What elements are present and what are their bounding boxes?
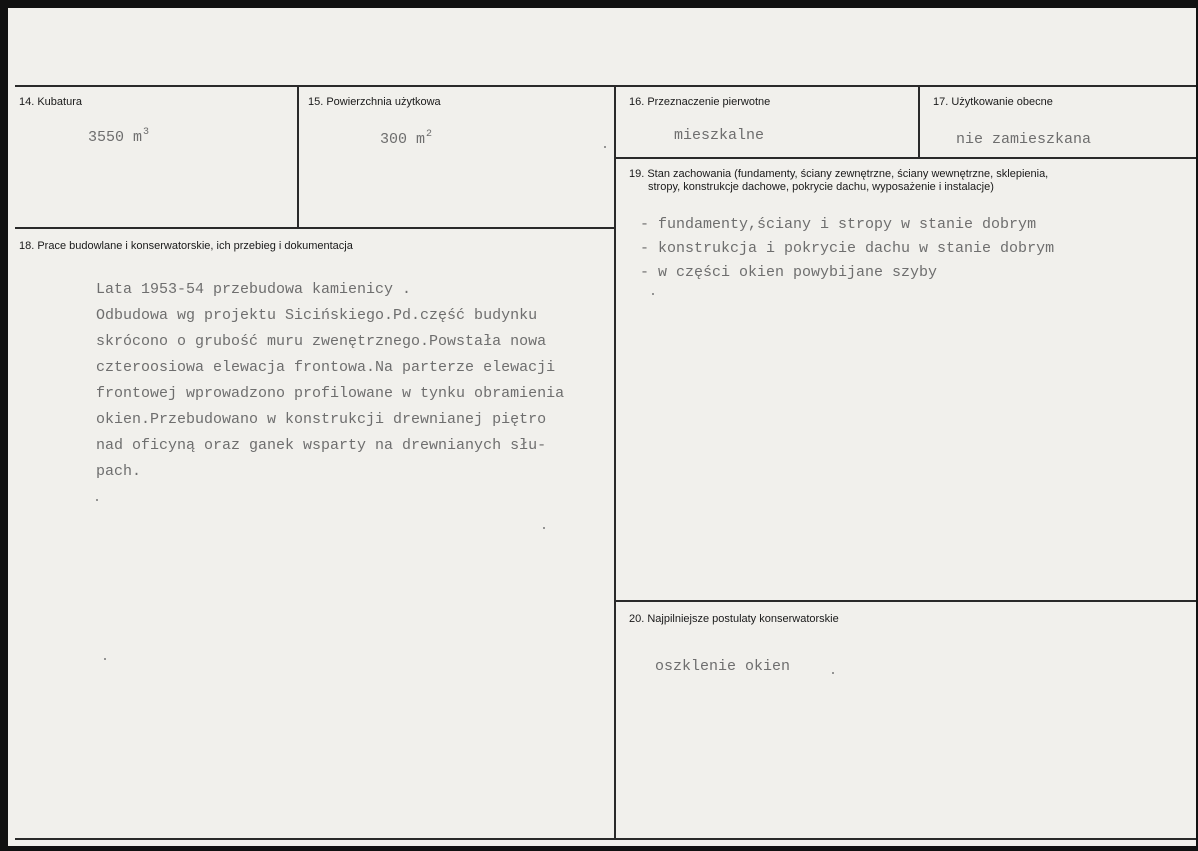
prace-line: nad oficyną oraz ganek wsparty na drewnianych słu- xyxy=(96,437,547,454)
kubatura-number: 3550 xyxy=(88,129,125,146)
kubatura-unit-exp: 3 xyxy=(143,127,150,138)
powierzchnia-label: 15. Powierzchnia użytkowa xyxy=(308,96,441,108)
powierzchnia-number: 300 xyxy=(380,131,408,148)
kubatura-value xyxy=(88,127,149,146)
prace-line: czteroosiowa elewacja frontowa.Na parterze elewacji xyxy=(96,359,556,376)
speck xyxy=(652,293,654,295)
speck xyxy=(96,499,98,501)
przeznaczenie-value: mieszkalne xyxy=(674,127,765,144)
top-rule xyxy=(15,85,1196,87)
divider-14-15 xyxy=(297,85,299,228)
prace-text xyxy=(96,277,564,485)
postulaty-value: oszklenie okien xyxy=(655,658,791,675)
stan-label-line2: stropy, konstrukcje dachowe, pokrycie dachu, wyposażenie i instalacje) xyxy=(648,181,994,193)
stan-label xyxy=(629,168,1048,194)
prace-label: 18. Prace budowlane i konserwatorskie, ich przebieg i dokumentacja xyxy=(19,240,353,252)
uzytkowanie-value: nie zamieszkana xyxy=(956,131,1092,148)
speck xyxy=(543,527,545,529)
rule-right-row2 xyxy=(616,600,1196,602)
powierzchnia-value xyxy=(380,129,432,148)
bottom-rule xyxy=(15,838,1196,840)
powierzchnia-unit: m xyxy=(416,131,426,148)
record-card xyxy=(8,8,1196,846)
divider-16-17 xyxy=(918,85,920,158)
rule-left-row1 xyxy=(15,227,616,229)
kubatura-unit: m xyxy=(133,129,143,146)
kubatura-label: 14. Kubatura xyxy=(19,96,82,108)
prace-line: Odbudowa wg projektu Sicińskiego.Pd.część budynku xyxy=(96,307,538,324)
prace-line: skrócono o grubość muru zwenętrznego.Powstała nowa xyxy=(96,333,547,350)
powierzchnia-unit-exp: 2 xyxy=(426,129,433,140)
stan-line: - w części okien powybijane szyby xyxy=(640,264,938,281)
stan-line: - fundamenty,ściany i stropy w stanie dobrym xyxy=(640,216,1037,233)
divider-center xyxy=(614,85,616,839)
prace-line: frontowej wprowadzono profilowane w tynku obramienia xyxy=(96,385,565,402)
prace-line: pach. xyxy=(96,463,142,480)
stan-text xyxy=(640,213,1054,285)
przeznaczenie-label: 16. Przeznaczenie pierwotne xyxy=(629,96,771,108)
stan-line: - konstrukcja i pokrycie dachu w stanie dobrym xyxy=(640,240,1055,257)
prace-line: okien.Przebudowano w konstrukcji drewnianej piętro xyxy=(96,411,547,428)
rule-right-row1 xyxy=(616,157,1196,159)
speck xyxy=(832,672,834,674)
postulaty-label: 20. Najpilniejsze postulaty konserwatorskie xyxy=(629,613,839,625)
stan-label-line1: 19. Stan zachowania (fundamenty, ściany zewnętrzne, ściany wewnętrzne, sklepienia, xyxy=(629,168,1049,180)
speck xyxy=(604,146,606,148)
uzytkowanie-label: 17. Użytkowanie obecne xyxy=(933,96,1053,108)
speck xyxy=(104,658,106,660)
prace-line: Lata 1953-54 przebudowa kamienicy . xyxy=(96,281,412,298)
